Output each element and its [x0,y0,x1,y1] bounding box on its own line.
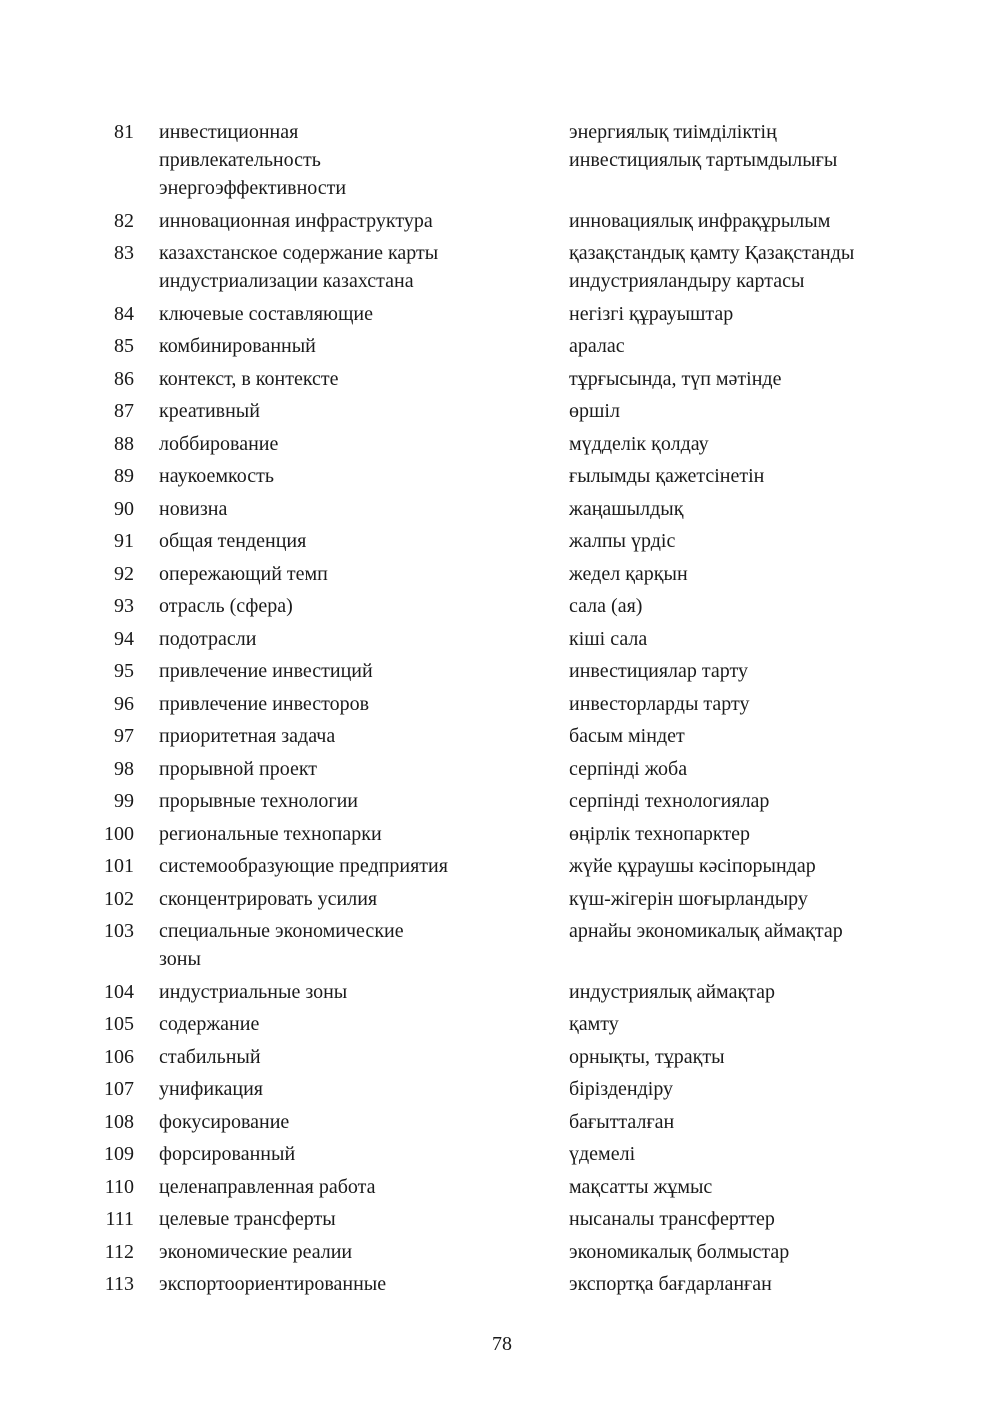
term-number: 101 [104,855,134,877]
russian-term: комбинированный [159,335,316,357]
kazakh-term: сала (ая) [569,595,643,617]
kazakh-term: басым міндет [569,725,685,747]
term-number: 109 [104,1143,134,1165]
term-number: 95 [114,660,134,682]
kazakh-term: өңірлік технопарктер [569,822,750,845]
glossary-row [98,207,918,240]
term-number: 91 [114,530,134,552]
kazakh-term: негізгі құрауыштар [569,302,734,325]
russian-term: новизна [159,497,228,520]
russian-term: стабильный [159,1045,261,1068]
kazakh-term: үдемелі [569,1143,636,1165]
term-number: 82 [114,209,134,232]
russian-term: инвестиционная привлекательность энергоэффективности [159,121,347,199]
kazakh-term: мүдделік қолдау [569,432,709,455]
glossary-row [98,560,918,593]
glossary-row [98,657,918,690]
russian-term: лоббирование [159,432,279,455]
glossary-row [98,755,918,788]
russian-term: контекст, в контексте [159,367,339,390]
kazakh-term: ғылымды қажетсінетін [569,465,765,487]
kazakh-term: нысаналы трансферттер [569,1208,775,1230]
kazakh-term: серпінді технологиялар [569,790,770,812]
glossary-row [98,625,918,658]
glossary-body [98,118,918,1303]
term-number: 81 [114,121,134,143]
russian-term: целевые трансферты [159,1208,336,1230]
glossary-table [98,118,918,1303]
glossary-row [98,300,918,333]
kazakh-term: кіші сала [569,627,648,650]
glossary-row [98,1043,918,1076]
kazakh-term: инвестициялар тарту [569,660,748,682]
russian-term: региональные технопарки [159,822,382,845]
page-number: 78 [492,1333,512,1355]
term-number: 102 [104,887,134,910]
term-number: 103 [104,920,134,942]
glossary-row [98,332,918,365]
russian-term: подотрасли [159,627,257,650]
kazakh-term: серпінді жоба [569,757,688,780]
kazakh-term: арнайы экономикалық аймақтар [569,920,843,942]
kazakh-term: біріздендіру [569,1078,674,1100]
russian-term: ключевые составляющие [159,302,373,325]
russian-term: специальные экономические зоны [159,920,404,970]
kazakh-term: экономикалық болмыстар [569,1240,790,1263]
term-number: 108 [104,1110,134,1133]
glossary-row [98,978,918,1011]
term-number: 94 [114,627,134,650]
kazakh-term: жүйе құраушы кәсіпорындар [569,855,816,877]
kazakh-term: күш-жігерін шоғырландыру [569,887,808,910]
russian-term: прорывной проект [159,757,318,780]
glossary-row [98,690,918,723]
glossary-row [98,917,918,978]
russian-term: унификация [159,1078,263,1100]
glossary-row [98,1075,918,1108]
russian-term: приоритетная задача [159,725,336,747]
kazakh-term: бағытталған [569,1110,675,1133]
glossary-row [98,1238,918,1271]
glossary-row [98,239,918,300]
glossary-row [98,527,918,560]
russian-term: креативный [159,400,260,422]
russian-term: опережающий темп [159,562,328,585]
term-number: 92 [114,562,134,585]
kazakh-term: экспортқа бағдарланған [569,1273,772,1295]
russian-term: экспортоориентированные [159,1273,387,1295]
glossary-row [98,365,918,398]
russian-term: привлечение инвесторов [159,692,370,715]
term-number: 113 [104,1273,134,1295]
glossary-row [98,787,918,820]
term-number: 105 [104,1013,134,1035]
glossary-row [98,462,918,495]
term-number: 86 [114,367,134,390]
kazakh-term: жалпы үрдіс [569,530,676,552]
russian-term: инновационная инфраструктура [159,209,433,232]
glossary-row [98,495,918,528]
kazakh-term: инновациялық инфрақұрылым [569,209,831,232]
term-number: 100 [104,822,134,845]
term-number: 88 [114,432,134,455]
term-number: 110 [104,1175,134,1198]
glossary-row [98,1270,918,1303]
term-number: 93 [114,595,134,617]
glossary-row [98,1010,918,1043]
russian-term: казахстанское содержание карты индустриализации казахстана [159,242,439,292]
russian-term: сконцентрировать усилия [159,887,378,910]
russian-term: привлечение инвестиций [159,660,373,682]
kazakh-term: жедел қарқын [569,562,688,585]
kazakh-term: инвесторларды тарту [569,692,750,715]
russian-term: системообразующие предприятия [159,855,448,877]
term-number: 106 [104,1045,134,1068]
glossary-row [98,1173,918,1206]
term-number: 98 [114,757,134,780]
kazakh-term: тұрғысында, түп мәтінде [569,367,782,390]
term-number: 107 [104,1078,134,1100]
term-number: 87 [114,400,134,422]
glossary-row [98,852,918,885]
glossary-row [98,592,918,625]
kazakh-term: индустриялық аймақтар [569,980,776,1003]
term-number: 99 [114,790,134,812]
russian-term: содержание [159,1013,260,1035]
russian-term: целенаправленная работа [159,1175,376,1198]
russian-term: прорывные технологии [159,790,358,812]
kazakh-term: қамту [569,1013,619,1035]
russian-term: фокусирование [159,1110,290,1133]
kazakh-term: өршіл [569,400,620,422]
term-number: 85 [114,335,134,357]
glossary-row [98,1140,918,1173]
term-number: 84 [114,302,134,325]
russian-term: форсированный [159,1143,296,1165]
glossary-row [98,1108,918,1141]
glossary-row [98,1205,918,1238]
glossary-row [98,430,918,463]
russian-term: общая тенденция [159,530,307,552]
russian-term: экономические реалии [159,1240,353,1263]
kazakh-term: мақсатты жұмыс [569,1175,713,1198]
glossary-row [98,722,918,755]
term-number: 83 [114,242,134,264]
term-number: 112 [104,1240,134,1263]
glossary-row [98,397,918,430]
glossary-row [98,118,918,207]
term-number: 111 [105,1208,134,1230]
kazakh-term: орнықты, тұрақты [569,1045,725,1068]
term-number: 104 [104,980,134,1003]
term-number: 96 [114,692,134,715]
term-number: 97 [114,725,134,747]
glossary-row [98,885,918,918]
kazakh-term: қазақстандық қамту Қазақстанды индустрияландыру картасы [569,242,855,292]
russian-term: отрасль (сфера) [159,595,293,617]
russian-term: наукоемкость [159,465,274,487]
term-number: 90 [114,497,134,520]
kazakh-term: жаңашылдық [569,497,684,520]
kazakh-term: аралас [569,335,625,357]
kazakh-term: энергиялық тиімділіктің инвестициялық тартымдылығы [569,121,838,171]
term-number: 89 [114,465,134,487]
glossary-row [98,820,918,853]
russian-term: индустриальные зоны [159,980,348,1003]
